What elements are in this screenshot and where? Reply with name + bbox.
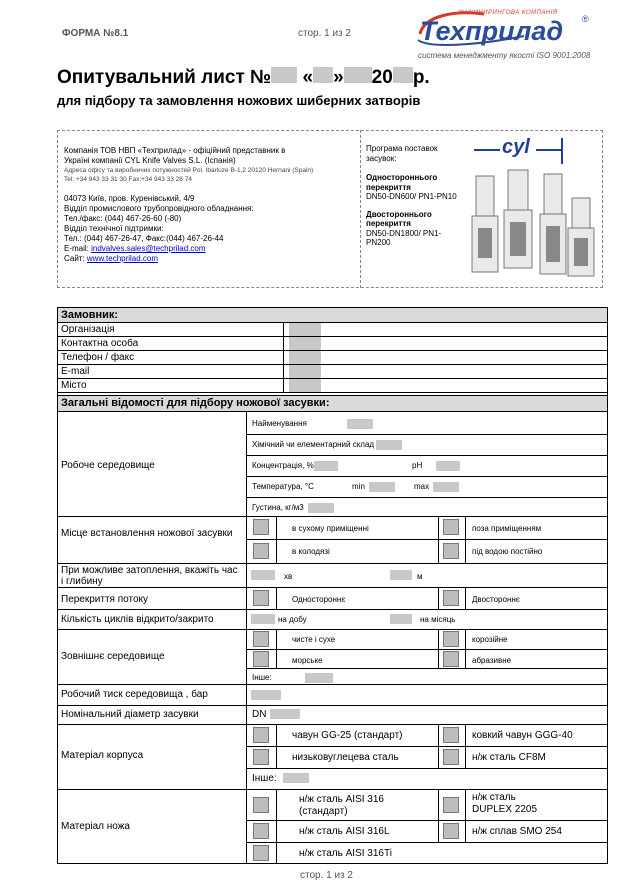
email-link[interactable]: indvalves.sales@techprilad.com: [91, 244, 206, 253]
body-ggg40-label: ковкий чавун GGG-40: [472, 730, 573, 741]
one-side-range: DN50-DN600/ PN1-PN10: [366, 192, 457, 201]
company-line: Компанія ТОВ НВП «Техприлад» - офіційний представник в: [64, 146, 286, 155]
env-clean-checkbox[interactable]: [253, 631, 269, 647]
knife-smo-checkbox[interactable]: [443, 823, 459, 839]
body-cf8m-checkbox[interactable]: [443, 749, 459, 765]
place-dry-checkbox[interactable]: [253, 519, 269, 535]
knife-duplex-grade: DUPLEX 2205: [472, 804, 538, 815]
customer-organization-label: Організація: [61, 324, 115, 335]
env-abrasive-checkbox[interactable]: [443, 651, 459, 667]
env-clean-label: чисте і сухе: [292, 635, 336, 644]
temp-min-input[interactable]: [369, 482, 395, 492]
title-year-prefix: 20: [371, 67, 393, 88]
cycles-label: Кількість циклів відкрито/закрито: [61, 614, 214, 625]
medium-composition-label: [252, 440, 402, 450]
temp-max-label: [414, 482, 459, 492]
organization-input[interactable]: [322, 323, 607, 336]
medium-label: Робоче середовище: [61, 460, 155, 471]
program-title: Програма поставок засувок:: [366, 144, 438, 163]
dn-input[interactable]: [270, 709, 300, 719]
body-other-label: Інше:: [252, 773, 277, 784]
cycles-month-unit: на місяць: [420, 615, 456, 624]
knife-duplex-checkbox[interactable]: [443, 797, 459, 813]
company-phone-small: Tel: +34 943 33 31 30 Fax:+34 943 33 28 74: [64, 176, 192, 183]
flood-depth-input[interactable]: [390, 570, 412, 580]
email-input[interactable]: [322, 365, 607, 378]
place-outdoor-checkbox[interactable]: [443, 519, 459, 535]
department-phone: Тел./факс: (044) 467-26-60 (-80): [64, 214, 182, 223]
cycles-day-input[interactable]: [251, 614, 275, 624]
one-side-title: Одностороннього перекриття: [366, 173, 438, 192]
temp-max-text: max: [414, 482, 430, 492]
concentration-input[interactable]: [314, 461, 338, 471]
place-underwater-checkbox[interactable]: [443, 543, 459, 559]
place-well-label: в колодязі: [292, 547, 330, 556]
flood-m-unit: м: [417, 572, 423, 581]
medium-composition-input[interactable]: [376, 440, 402, 450]
density-text: Густина, кг/м3: [252, 503, 304, 513]
body-ggg40-checkbox[interactable]: [443, 727, 459, 743]
density-input[interactable]: [308, 503, 334, 513]
knife-duplex-label: н/ж сталь: [472, 792, 516, 803]
place-outdoor-label: поза приміщенням: [472, 524, 542, 533]
customer-city-label: Місто: [61, 380, 87, 391]
email-label: E-mail:: [64, 244, 92, 253]
dn-label: Номінальний діаметр засувки: [61, 709, 199, 720]
logo-tagline: ИНЖИНИРИНГОВА КОМПАНІЯ: [458, 10, 558, 16]
flood-time-input[interactable]: [251, 570, 275, 580]
pressure-label: Робочий тиск середовища , бар: [61, 689, 208, 700]
page-subtitle: для підбору та замовлення ножових шиберних затворів: [57, 93, 421, 108]
body-label: Матеріал корпуса: [61, 750, 144, 761]
site-label: Сайт:: [64, 254, 87, 263]
office-address: 04073 Київ, пров. Куренівський, 4/9: [64, 194, 195, 203]
company-address-small: Адреса офісу та виробничих потужностей Pol. Ibarluze B-1,2 20120 Hernani (Spain): [64, 167, 314, 174]
shutoff-two-label: Двостороннє: [472, 595, 520, 604]
flood-min-unit: хв: [284, 572, 293, 581]
logo-name: Техприлад: [420, 16, 564, 46]
env-label: Зовнішнє середовище: [61, 651, 165, 662]
cycles-month-input[interactable]: [390, 614, 412, 624]
medium-name-input[interactable]: [347, 419, 373, 429]
knife-label: Матеріал ножа: [61, 821, 130, 832]
concentration-text: Концентрація, %: [252, 461, 314, 471]
env-corrosive-checkbox[interactable]: [443, 631, 459, 647]
place-dry-label: в сухому приміщенні: [292, 524, 369, 533]
general-section-title: Загальні відомості для підбору ножової засувки:: [61, 397, 330, 409]
registered-mark: ®: [582, 14, 589, 24]
two-side-title: Двостороннього перекриття: [366, 209, 432, 228]
env-other-label: Інше:: [252, 673, 272, 682]
medium-name-label: [252, 419, 373, 429]
shutoff-two-checkbox[interactable]: [443, 590, 459, 606]
density-label: [252, 503, 334, 513]
body-other-input[interactable]: [283, 773, 309, 783]
title-quote-close: »: [333, 67, 344, 88]
medium-composition-text: Хімічний чи елементарний склад: [252, 440, 375, 450]
footer-page-indicator: стор. 1 из 2: [300, 870, 353, 881]
env-marine-label: морське: [292, 656, 323, 665]
customer-phone-label: Телефон / факс: [61, 352, 135, 363]
ph-input[interactable]: [436, 461, 460, 471]
knife-smo-label: н/ж сплав SMO 254: [472, 826, 562, 837]
ph-text: pH: [412, 461, 423, 471]
place-label: Місце встановлення ножової засувки: [61, 528, 233, 539]
dn-prefix: DN: [252, 709, 267, 720]
body-gg25-label: чавун GG-25 (стандарт): [292, 730, 403, 741]
customer-contact-label: Контактна особа: [61, 338, 139, 349]
temp-min-label: [352, 482, 395, 492]
body-gg25-checkbox[interactable]: [253, 727, 269, 743]
site-link[interactable]: www.techprilad.com: [86, 254, 159, 263]
page-indicator: стор. 1 из 2: [298, 28, 351, 39]
ph-label: [412, 461, 460, 471]
knife-316l-label: н/ж сталь AISI 316L: [299, 826, 390, 837]
shutoff-one-checkbox[interactable]: [253, 590, 269, 606]
knife-316ti-checkbox[interactable]: [253, 845, 269, 861]
customer-email-label: E-mail: [61, 366, 90, 377]
title-quote-open: «: [297, 67, 314, 88]
knife-316-label: н/ж сталь AISI 316: [299, 794, 384, 805]
body-cf8m-label: н/ж сталь CF8M: [472, 752, 546, 763]
flood-label: При можливе затоплення, вкажіть час і глибину: [61, 565, 238, 587]
logo-subtitle: система менеджменту якості ISO 9001:2008: [418, 51, 591, 60]
department-name: Відділ технічної підтримки:: [64, 224, 164, 233]
env-marine-checkbox[interactable]: [253, 651, 269, 667]
pressure-input[interactable]: [251, 690, 281, 700]
form-number: ФОРМА №8.1: [62, 28, 129, 39]
place-well-checkbox[interactable]: [253, 543, 269, 559]
contact-input[interactable]: [322, 337, 607, 350]
title-text: Опитувальний лист №: [57, 67, 272, 88]
cyl-brand-text: cyl: [502, 136, 530, 158]
env-corrosive-label: корозійне: [472, 635, 508, 644]
concentration-label: [252, 461, 338, 471]
body-carbon-checkbox[interactable]: [253, 749, 269, 765]
temp-max-input[interactable]: [433, 482, 459, 492]
knife-316ti-label: н/ж сталь AISI 316Ti: [299, 848, 392, 859]
customer-section-title: Замовник:: [61, 309, 119, 321]
two-side-range: DN50-DN1800/ PN1-PN200: [366, 228, 442, 247]
shutoff-one-label: Одностороннє: [292, 595, 346, 604]
medium-name-text: Найменування: [252, 419, 307, 429]
shutoff-label: Перекриття потоку: [61, 594, 149, 605]
temp-min-text: min: [352, 482, 365, 492]
department-phone: Тел.: (044) 467-26-47, Факс:(044) 467-26-44: [64, 234, 224, 243]
department-name: Відділ промислового трубопровідного обладнання:: [64, 204, 254, 213]
company-line: Україні компанії CYL Knife Valves S.L. (Іспанія): [64, 156, 236, 165]
knife-316-checkbox[interactable]: [253, 797, 269, 813]
temperature-label: Температура, °С: [252, 482, 314, 491]
body-carbon-label: низьковуглецева сталь: [292, 752, 399, 763]
place-underwater-label: під водою постійно: [472, 547, 543, 556]
city-input[interactable]: [322, 379, 607, 392]
phone-input[interactable]: [322, 351, 607, 364]
cycles-day-unit: на добу: [278, 615, 307, 624]
title-year-suffix: р.: [412, 67, 430, 88]
knife-316l-checkbox[interactable]: [253, 823, 269, 839]
env-other-input[interactable]: [305, 673, 333, 683]
knife-316-note: (стандарт): [299, 806, 348, 817]
env-abrasive-label: абразивне: [472, 656, 512, 665]
